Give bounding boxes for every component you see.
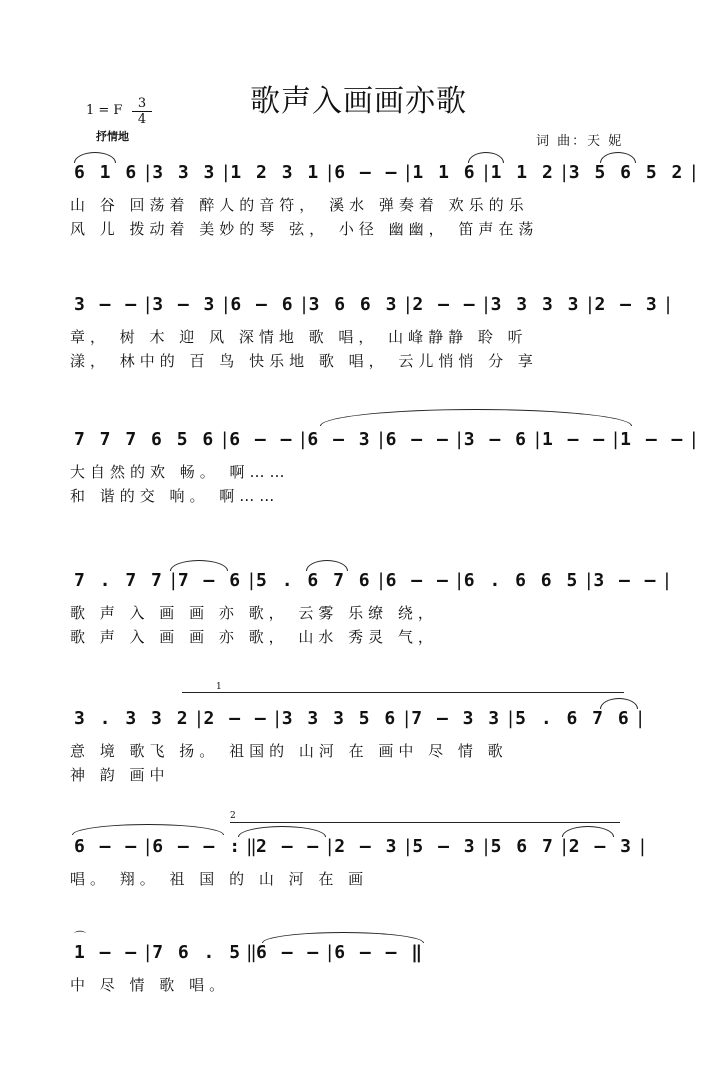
measure: 7 — 6	[177, 570, 243, 591]
page-title: 歌声入画画亦歌	[250, 84, 467, 119]
measure: 3 6 6 3	[308, 294, 399, 315]
notation-line: 6 1 6 |3 3 3 |1 2 3 1 |6 — — |1 1 6 |1 1 2 |3 5 6 5 2 |	[70, 158, 694, 188]
notation-line: 1 — — |7 6 . 5 ‖6 — — |6 — — ‖	[70, 938, 428, 968]
measure: 2 — 3	[568, 836, 633, 857]
measure: 2 — —	[256, 836, 321, 857]
measure: 1 — —	[620, 429, 685, 450]
music-system-5	[70, 682, 648, 844]
measure: 6 — —	[385, 570, 450, 591]
lyric-verse-2: 漾， 林中的 百 鸟 快乐地 歌 唱， 云儿悄悄 分 享	[70, 352, 538, 370]
measure: 3 — —	[593, 570, 658, 591]
measure: 6 — —	[229, 429, 294, 450]
time-signature-top: 3	[137, 96, 147, 111]
music-system-1	[70, 158, 702, 298]
music-system-2	[70, 290, 676, 430]
credit-line: 词 曲：天 妮	[536, 134, 624, 149]
measure: 7 . 7 7	[74, 570, 164, 591]
notation-line: 3 . 3 3 2 |2 — — |3 3 3 5 6 |7 — 3 3 |5 . 6 7 6 |	[70, 704, 641, 734]
notation-line: 3 — — |3 — 3 |6 — 6 |3 6 6 3 |2 — — |3 3 3 3 |2 — 3 |	[70, 290, 669, 320]
measure: 3 — —	[74, 294, 139, 315]
measure: 2 — 3	[334, 836, 399, 857]
measure: 6 — —	[385, 429, 450, 450]
measure: 1 — —	[74, 942, 139, 963]
measure: 1 2 3 1	[230, 162, 321, 183]
measure: 3 3 3 3	[490, 294, 581, 315]
lyric-verse-2: 风 儿 拨动着 美妙的琴 弦， 小径 幽幽， 笛声在荡	[70, 220, 539, 238]
measure: 3 5 6 5 2	[568, 162, 685, 183]
measure: 6 . 6 6 5	[463, 570, 580, 591]
notation-line: 6 — — |6 — — : ‖2 — — |2 — 3 |5 — 3 |5 6 7 |2 — 3 |	[70, 832, 643, 862]
tempo-marking: 抒情地	[96, 130, 129, 143]
measure: 1 1 2	[490, 162, 555, 183]
measure: 6 — 3	[307, 429, 372, 450]
time-signature	[132, 97, 152, 126]
measure: 6 — — ‖	[334, 942, 425, 963]
lyric-verse-2: 歌 声 入 画 画 亦 歌， 山水 秀灵 气，	[70, 628, 438, 646]
lyric-verse-2: 和 谐的交 响。 啊……	[70, 487, 280, 505]
music-system-4	[70, 566, 675, 706]
measure: 1 — —	[541, 429, 607, 450]
measure: 6 — —	[256, 942, 321, 963]
key-signature: 1 = F	[86, 103, 123, 118]
lyric-verse-1: 歌 声 入 画 画 亦 歌， 云雾 乐缭 绕，	[70, 604, 438, 622]
volta-number: 1	[216, 682, 222, 692]
measure: 5 . 6 7 6	[256, 570, 372, 591]
lyric-verse-1: 章， 树 木 迎 风 深情地 歌 唱， 山峰静静 聆 听	[70, 328, 528, 346]
measure: 3 — 3	[152, 294, 217, 315]
measure: 7 7 7 6 5 6	[74, 429, 216, 450]
lyric-verse-1: 唱。 翔。 祖 国 的 山 河 在 画	[70, 870, 369, 888]
measure: 5 6 7	[490, 836, 555, 857]
measure: 3 — 6	[463, 429, 528, 450]
measure: 3 3 3	[152, 162, 217, 183]
measure: 7 — 3 3	[411, 708, 502, 729]
fermata-icon: ⌒	[74, 930, 87, 944]
lyric-verse-1: 大自然的欢 畅。 啊……	[70, 463, 290, 481]
lyric-verse-1: 中 尽 情 歌 唱。	[70, 976, 230, 994]
measure: 6 — —	[334, 162, 399, 183]
measure: 6 — — :	[152, 836, 243, 857]
measure: 6 1 6	[74, 162, 139, 183]
measure: 6 — —	[74, 836, 139, 857]
measure: 2 — —	[203, 708, 268, 729]
volta-bracket	[230, 822, 620, 823]
measure: 5 . 6 7 6	[515, 708, 631, 729]
measure: 6 — 6	[230, 294, 295, 315]
notation-line: 7 7 7 6 5 6 |6 — — |6 — 3 |6 — — |3 — 6 |1 — — |1 — — |	[70, 425, 694, 455]
lyric-verse-1: 山 谷 回荡着 醉人的音符， 溪水 弹奏着 欢乐的乐	[70, 196, 529, 214]
measure: 7 6 . 5	[152, 942, 243, 963]
measure: 2 — 3	[594, 294, 659, 315]
volta-bracket	[182, 692, 624, 693]
music-system-7	[70, 930, 640, 1078]
measure: 5 — 3	[412, 836, 477, 857]
volta-number: 2	[230, 811, 236, 821]
measure: 3 3 3 5 6	[281, 708, 398, 729]
measure: 3 . 3 3 2	[74, 708, 190, 729]
music-system-3	[70, 425, 702, 565]
time-signature-bottom: 4	[137, 112, 147, 127]
measure: 2 — —	[412, 294, 477, 315]
lyric-verse-2: 神 韵 画中	[70, 766, 170, 784]
lyric-verse-1: 意 境 歌飞 扬。 祖国的 山河 在 画中 尽 情 歌	[70, 742, 508, 760]
measure: 1 1 6	[412, 162, 477, 183]
notation-line: 7 . 7 7 |7 — 6 |5 . 6 7 6 |6 — — |6 . 6 6 5 |3 — — |	[70, 566, 668, 596]
